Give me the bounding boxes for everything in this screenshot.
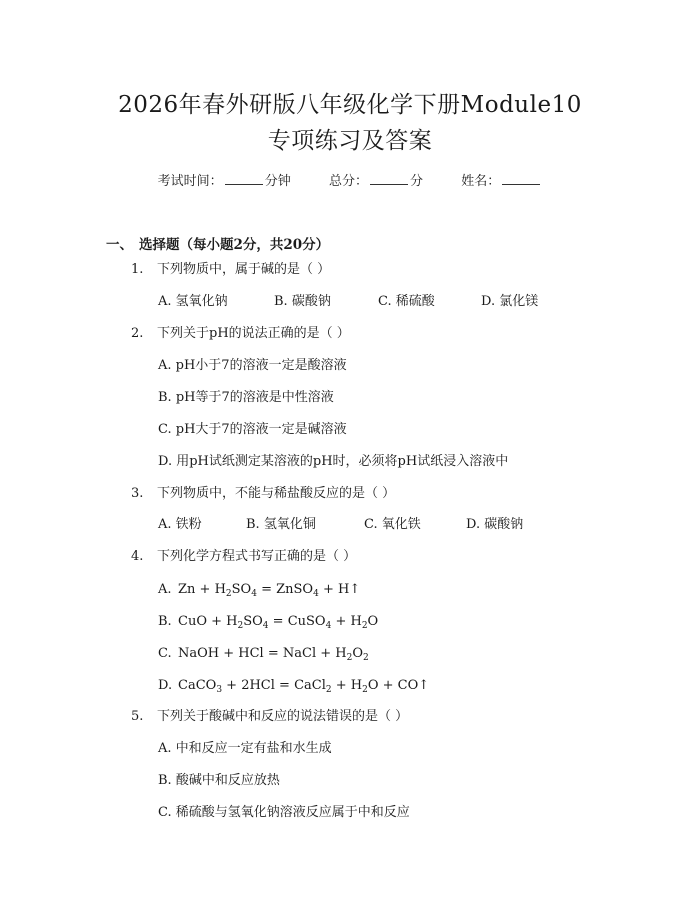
q3-option-b: B. 氢氧化铜	[246, 517, 316, 532]
question-3	[131, 486, 395, 502]
question-number: 1.	[131, 262, 144, 277]
q1-option-b: B. 碳酸钠	[274, 294, 331, 309]
time-blank	[225, 172, 263, 185]
question-text: 下列化学方程式书写正确的是（ ）	[157, 549, 357, 564]
question-text: 下列物质中，不能与稀盐酸反应的是（ ）	[157, 486, 396, 501]
score-blank	[370, 172, 408, 185]
question-number: 3.	[131, 486, 144, 501]
q2-option-b: B. pH等于7的溶液是中性溶液	[158, 390, 334, 405]
q4-option-c: C. NaOH + HCl = NaCl + $H_2O_2$	[158, 646, 369, 663]
name-label: 姓名：	[461, 174, 501, 189]
score-unit: 分	[410, 174, 424, 189]
name-blank	[502, 172, 540, 185]
time-unit: 分钟	[264, 174, 291, 189]
question-1	[131, 262, 330, 278]
question-5	[131, 709, 408, 725]
q2-option-a: A. pH小于7的溶液一定是酸溶液	[158, 358, 347, 373]
time-label: 考试时间：	[157, 174, 223, 189]
question-2	[131, 326, 350, 342]
section-title: 选择题（每小题2分，共20分）	[139, 237, 330, 253]
score-label: 总分：	[328, 174, 368, 189]
q3-option-a: A. 铁粉	[158, 517, 202, 532]
q4-option-b: B. CuO + $H_2SO_4$ = CuSO$_4$ + $H_2O$	[158, 614, 379, 631]
q3-option-d: D. 碳酸钠	[466, 517, 524, 532]
q3-option-c: C. 氧化铁	[364, 517, 421, 532]
doc-title-line2: 专项练习及答案	[267, 128, 433, 154]
q5-option-a: A. 中和反应一定有盐和水生成	[158, 741, 332, 756]
q1-option-a: A. 氢氧化钠	[158, 294, 228, 309]
question-text: 下列关于酸碱中和反应的说法错误的是（ ）	[157, 709, 409, 724]
question-text: 下列关于pH的说法正确的是（ ）	[157, 326, 350, 341]
q5-option-b: B. 酸碱中和反应放热	[158, 773, 280, 788]
q1-option-d: D. 氯化镁	[481, 294, 539, 309]
q2-option-c: C. pH大于7的溶液一定是碱溶液	[158, 422, 347, 437]
doc-title-line1: 2026年春外研版八年级化学下册Module10	[118, 92, 582, 118]
question-number: 2.	[131, 326, 144, 341]
section-heading	[106, 233, 329, 253]
q2-option-d: D. 用pH试纸测定某溶液的pH时，必须将pH试纸浸入溶液中	[158, 454, 509, 469]
q4-option-d: D. CaCO$_3$ + 2HCl = CaCl$_2$ + $H_2O$ + CO↑	[158, 678, 430, 695]
q5-option-c: C. 稀硫酸与氢氧化钠溶液反应属于中和反应	[158, 805, 410, 820]
question-number: 4.	[131, 549, 144, 564]
section-number: 一、	[106, 237, 133, 253]
q4-option-a: A. $Zn + H_2SO_4$ = ZnSO$_4$ + H↑	[158, 582, 361, 599]
question-number: 5.	[131, 709, 144, 724]
q1-option-c: C. 稀硫酸	[378, 294, 435, 309]
question-4	[131, 549, 356, 565]
question-text: 下列物质中，属于碱的是（ ）	[157, 262, 331, 277]
exam-meta	[0, 170, 700, 189]
